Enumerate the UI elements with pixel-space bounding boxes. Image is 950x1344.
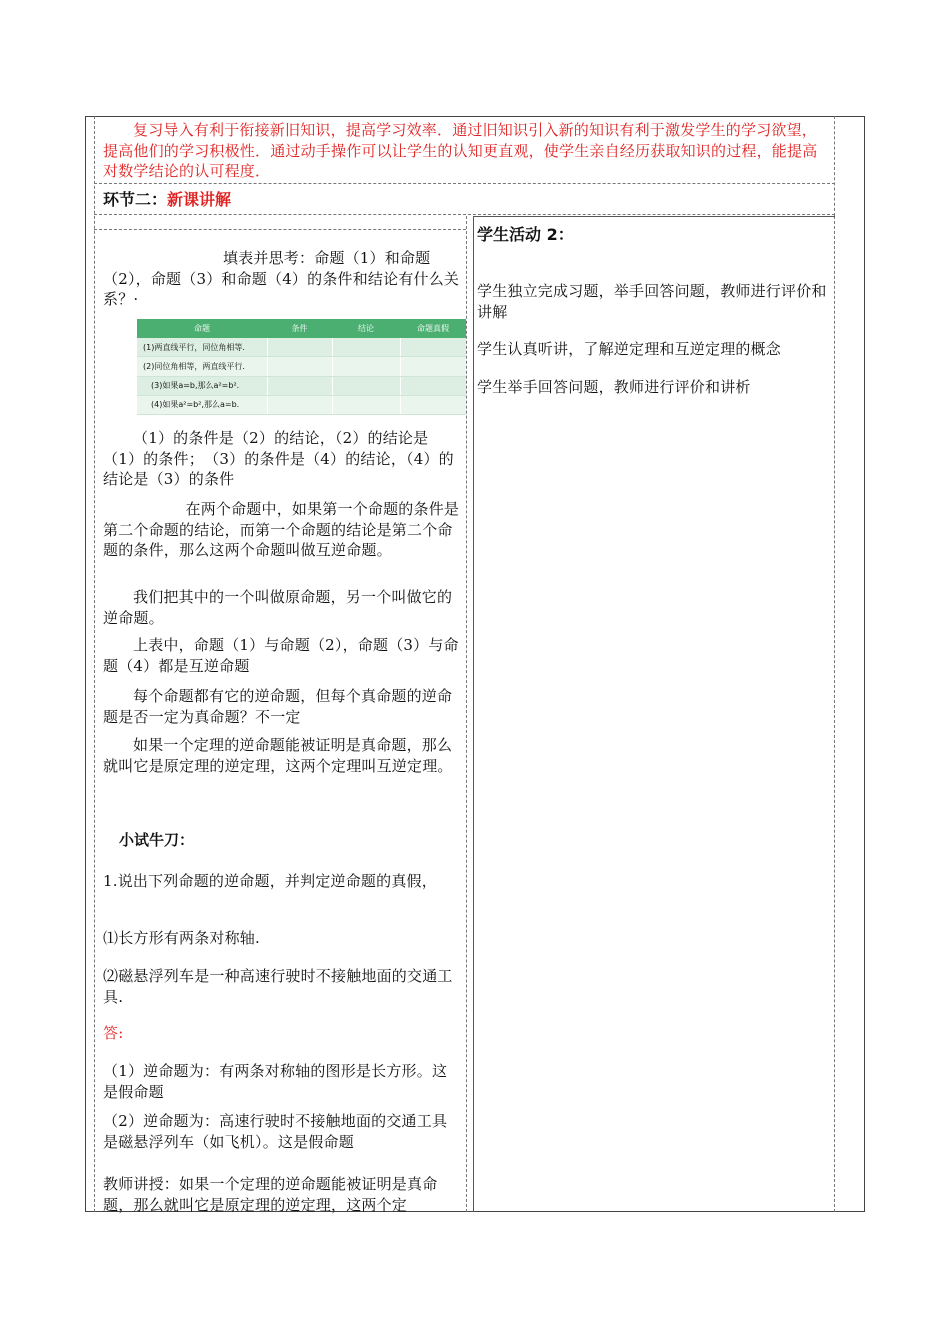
table-converse-paragraph: 上表中，命题（1）与命题（2），命题（3）与命题（4）都是互逆命题 — [103, 636, 459, 675]
table-header-row — [137, 319, 466, 338]
table-header: 结论 — [332, 319, 400, 338]
answer-1: （1）逆命题为：有两条对称轴的图形是长方形。这是假命题 — [103, 1062, 448, 1101]
right-cell-border — [834, 216, 835, 1212]
table-header: 条件 — [267, 319, 332, 338]
table-row — [137, 395, 466, 414]
table-cell — [267, 338, 332, 357]
table-row — [137, 357, 466, 376]
intro-paragraph: 复习导入有利于衔接新旧知识，提高学习效率．通过旧知识引入新的知识有利于激发学生的学习欲望，提高他们的学习积极性．通过动手操作可以让学生的认知更直观，使学生亲自经历获取知识的过程，能提高对数学结论的认可程度． — [103, 121, 818, 180]
table-cell: (3)如果a=b,那么a²=b². — [137, 376, 267, 395]
student-activity-title: 学生活动 2： — [477, 225, 574, 244]
left-cell-top-border — [94, 229, 466, 230]
column-divider-left — [466, 216, 467, 1212]
table-cell: (2)同位角相等，两直线平行. — [137, 357, 267, 376]
teacher-explanation: 教师讲授：如果一个定理的逆命题能被证明是真命题，那么就叫它是原定理的逆定理，这两个定 — [103, 1175, 438, 1214]
right-cell-top-border — [473, 216, 835, 217]
practice-heading: 小试牛刀： — [119, 831, 195, 849]
row-divider-2 — [94, 214, 835, 215]
answer-label: 答: — [103, 1024, 124, 1042]
table-cell — [400, 338, 466, 357]
exercise-1: 1.说出下列命题的逆命题，并判定逆命题的真假， — [103, 872, 437, 890]
table-cell — [400, 376, 466, 395]
true-converse-question: 每个命题都有它的逆命题，但每个真命题的逆命题是否一定为真命题？不一定 — [103, 687, 453, 726]
table-cell — [332, 376, 400, 395]
table-header: 命题 — [137, 319, 267, 338]
table-cell — [267, 357, 332, 376]
inner-right-border-top — [834, 116, 835, 216]
table-row — [137, 338, 466, 357]
fill-table-prompt: 填表并思考：命题（1）和命题（2），命题（3）和命题（4）的条件和结论有什么关系？· — [103, 249, 460, 308]
table-header: 命题真假 — [400, 319, 466, 338]
condition-conclusion-paragraph: （1）的条件是（2）的结论，（2）的结论是（1）的条件； （3）的条件是（4）的结论，（4）的结论是（3）的条件 — [103, 429, 454, 488]
converse-definition-paragraph: 在两个命题中，如果第一个命题的条件是第二个命题的结论，而第一个命题的结论是第二个命题的条件，那么这两个命题叫做互逆命题。 — [103, 500, 460, 559]
row-divider-1 — [94, 183, 835, 184]
table-row — [137, 376, 466, 395]
converse-theorem-paragraph: 如果一个定理的逆命题能被证明是真命题，那么就叫它是原定理的逆定理，这两个定理叫互逆定理。 — [103, 736, 453, 775]
table-cell — [267, 376, 332, 395]
section-title: 新课讲解 — [167, 190, 232, 209]
section-heading — [103, 187, 231, 210]
table-cell — [400, 357, 466, 376]
answer-2: （2）逆命题为：高速行驶时不接触地面的交通工具是磁悬浮列车（如飞机）。这是假命题 — [103, 1112, 448, 1151]
proposition-table — [137, 319, 466, 415]
student-activity-3: 学生举手回答问题，教师进行评价和讲析 — [477, 378, 751, 396]
student-activity-1: 学生独立完成习题，举手回答问题，教师进行评价和讲解 — [477, 282, 827, 321]
exercise-1a: ⑴长方形有两条对称轴. — [103, 929, 260, 947]
table-cell — [332, 338, 400, 357]
original-converse-paragraph: 我们把其中的一个叫做原命题，另一个叫做它的逆命题。 — [103, 588, 453, 627]
column-divider-right — [473, 216, 474, 1212]
table-cell — [332, 357, 400, 376]
table-cell — [267, 395, 332, 414]
table-cell: (1)两直线平行，同位角相等. — [137, 338, 267, 357]
table-cell — [332, 395, 400, 414]
inner-left-border — [94, 116, 95, 1212]
table-cell — [400, 395, 466, 414]
exercise-1b: ⑵磁悬浮列车是一种高速行驶时不接触地面的交通工具. — [103, 967, 453, 1006]
table-cell: (4)如果a²=b²,那么a=b. — [137, 395, 267, 414]
student-activity-2: 学生认真听讲，了解逆定理和互逆定理的概念 — [477, 340, 782, 358]
section-prefix: 环节二： — [103, 190, 168, 209]
